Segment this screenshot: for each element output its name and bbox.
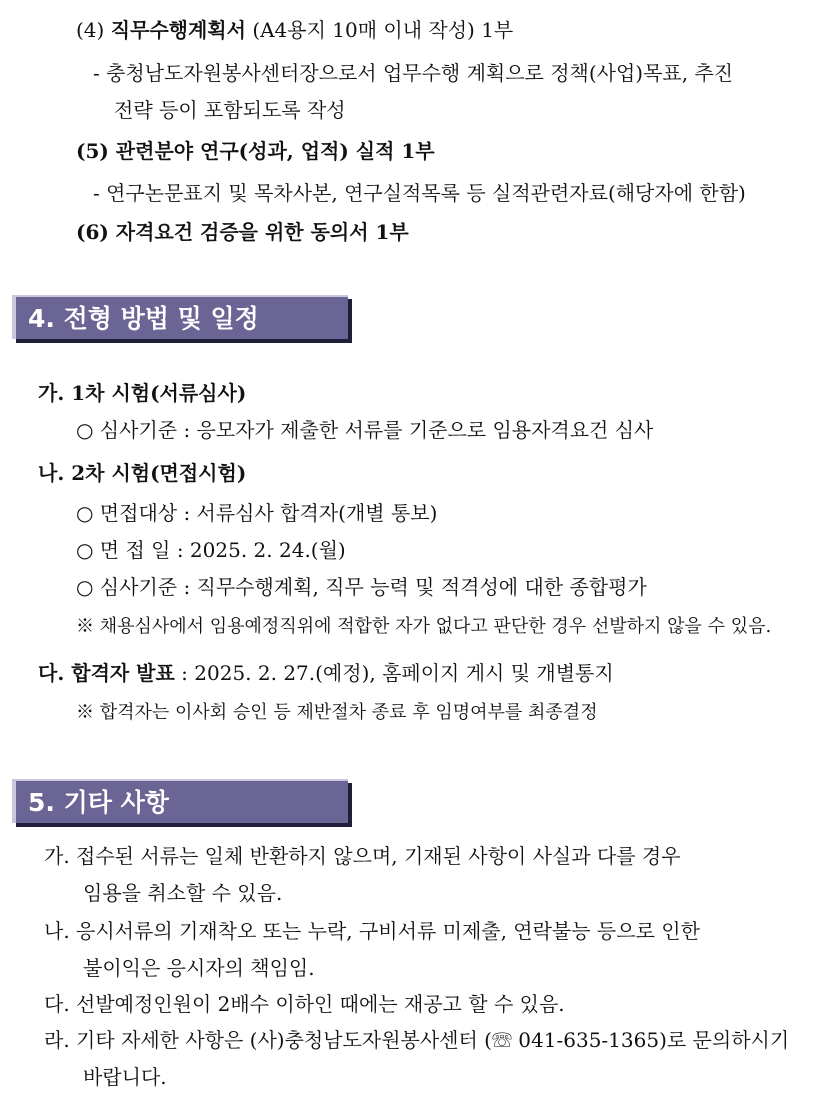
s4-da <box>38 660 614 686</box>
item-4 <box>76 17 513 43</box>
item-4-number: (4) <box>76 18 105 42</box>
s5-da-line: 다. 선발예정인원이 2배수 이하인 때에는 재공고 할 수 있음. <box>44 992 565 1016</box>
item-4-sub-2: 전략 등이 포함되도록 작성 <box>114 98 346 122</box>
s4-ga-criteria: ○ 심사기준 : 응모자가 제출한 서류를 기준으로 임용자격요건 심사 <box>76 418 654 442</box>
item-4-title: 직무수행계획서 <box>110 18 246 42</box>
s5-na-line-2: 불이익은 응시자의 책임임. <box>83 956 315 980</box>
item-4-detail: (A4용지 10매 이내 작성) 1부 <box>252 18 514 42</box>
s5-ga-line-2: 임용을 취소할 수 있음. <box>83 881 283 905</box>
s4-da-note: ※ 합격자는 이사회 승인 등 제반절차 종료 후 임명여부를 최종결정 <box>76 702 598 723</box>
s5-ra-line-2: 바랍니다. <box>83 1065 167 1089</box>
s4-na-title: 나. 2차 시험(면접시험) <box>38 461 247 485</box>
s4-na-note: ※ 채용심사에서 임용예정직위에 적합한 자가 없다고 판단한 경우 선발하지 않을 수 있음. <box>76 616 772 637</box>
item-6: (6) 자격요건 검증을 위한 동의서 1부 <box>76 220 409 244</box>
s5-ga-line-1: 가. 접수된 서류는 일체 반환하지 않으며, 기재된 사항이 사실과 다를 경우 <box>44 844 681 868</box>
s5-na-line-1: 나. 응시서류의 기재착오 또는 누락, 구비서류 미제출, 연락불능 등으로 인한 <box>44 919 700 943</box>
s4-na-date: ○ 면 접 일 : 2025. 2. 24.(월) <box>76 538 346 562</box>
s4-da-label: 다. 합격자 발표 <box>38 661 175 685</box>
item-5-sub: - 연구논문표지 및 목차사본, 연구실적목록 등 실적관련자료(해당자에 한함) <box>93 181 746 205</box>
section-5-header: 5. 기타 사항 <box>12 779 348 823</box>
s4-ga-title: 가. 1차 시험(서류심사) <box>38 381 247 405</box>
s4-da-detail: : 2025. 2. 27.(예정), 홈페이지 게시 및 개별통지 <box>174 661 614 685</box>
item-5: (5) 관련분야 연구(성과, 업적) 실적 1부 <box>76 139 435 163</box>
item-4-sub-1: - 충청남도자원봉사센터장으로서 업무수행 계획으로 정책(사업)목표, 추진 <box>93 61 734 85</box>
section-4-header: 4. 전형 방법 및 일정 <box>12 295 348 339</box>
s4-na-target: ○ 면접대상 : 서류심사 합격자(개별 통보) <box>76 501 438 525</box>
s5-ra-line-1: 라. 기타 자세한 사항은 (사)충청남도자원봉사센터 (☏ 041-635-1365)로 문의하시기 <box>44 1028 790 1052</box>
s4-na-criteria: ○ 심사기준 : 직무수행계획, 직무 능력 및 적격성에 대한 종합평가 <box>76 575 647 599</box>
